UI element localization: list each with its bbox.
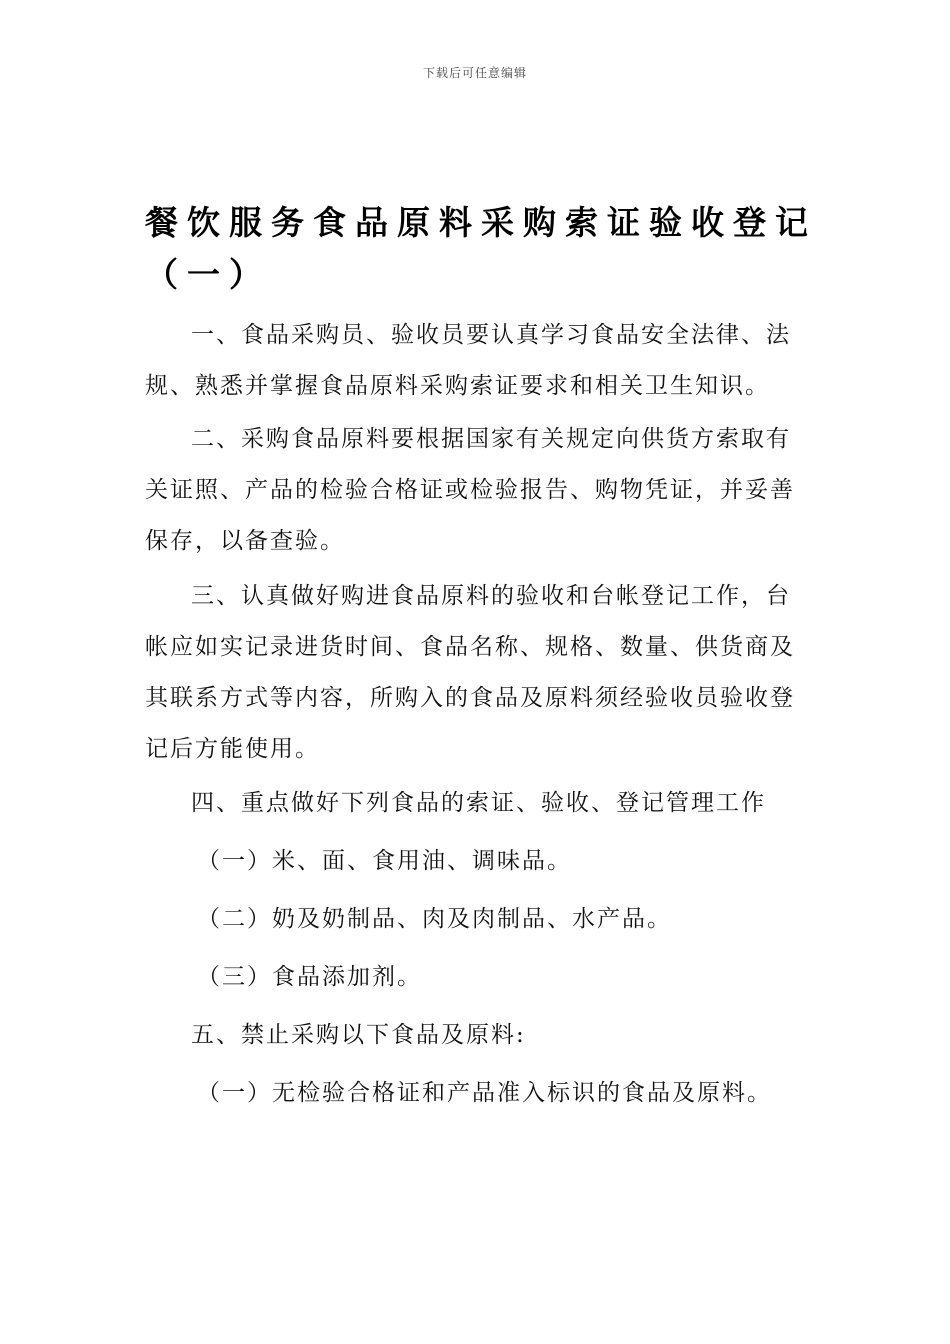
list-item-5-1: （一）无检验合格证和产品准入标识的食品及原料。 xyxy=(197,1080,772,1106)
list-item-4-3: （三）食品添加剂。 xyxy=(197,964,422,990)
paragraph-1: 一、食品采购员、验收员要认真学习食品安全法律、法规、熟悉并掌握食品原料采购索证要求和相关卫生知识。 xyxy=(145,322,791,399)
document-title: 餐饮服务食品原料采购索证验收登记（一） xyxy=(145,203,817,294)
paragraph-5: 五、禁止采购以下食品及原料: xyxy=(191,1022,526,1048)
list-item-4-1: （一）米、面、食用油、调味品。 xyxy=(197,848,572,874)
paragraph-3: 三、认真做好购进食品原料的验收和台帐登记工作，台帐应如实记录进货时间、食品名称、规格、数量、供货商及其联系方式等内容，所购入的食品及原料须经验收员验收登记后方能使用。 xyxy=(145,583,795,762)
list-item-4-2: （二）奶及奶制品、肉及肉制品、水产品。 xyxy=(197,906,672,932)
paragraph-4: 四、重点做好下列食品的索证、验收、登记管理工作 xyxy=(191,790,766,816)
paragraph-2: 二、采购食品原料要根据国家有关规定向供货方索取有关证照、产品的检验合格证或检验报告、购物凭证，并妥善保存，以备查验。 xyxy=(145,426,795,554)
page-header-note: 下载后可任意编辑 xyxy=(422,66,527,80)
